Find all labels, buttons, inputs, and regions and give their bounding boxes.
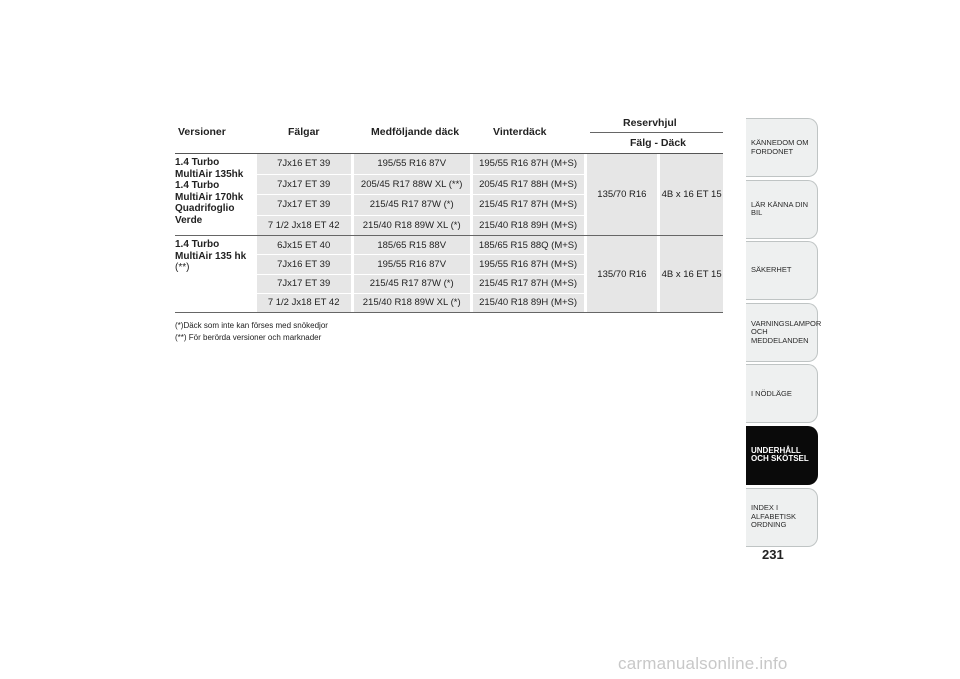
falg-column	[257, 236, 351, 312]
header-falg-dack: Fälg - Däck	[630, 137, 687, 149]
tire-table	[175, 113, 723, 313]
header-falgar: Fälgar	[288, 126, 320, 138]
supplied-tire-cell: 215/40 R18 89W XL (*)	[362, 219, 461, 231]
chapter-tabs	[746, 118, 822, 549]
header-medfoljande: Medföljande däck	[371, 126, 460, 138]
version-note: (**)	[175, 262, 190, 273]
winter-tire-column	[473, 154, 584, 235]
supplied-tire-cell: 215/40 R18 89W XL (*)	[362, 297, 461, 309]
chapter-tab[interactable]	[746, 364, 818, 423]
winter-tire-cell: 215/40 R18 89H (M+S)	[479, 297, 578, 309]
falg-cell: 6Jx15 ET 40	[257, 236, 351, 255]
chapter-tab-label: I NÖDLÄGE	[751, 388, 792, 398]
falg-cell: 7 1/2 Jx18 ET 42	[267, 219, 340, 231]
winter-tire-cell: 215/45 R17 87H (M+S)	[473, 195, 584, 216]
chapter-tab[interactable]	[746, 426, 818, 485]
supplied-tire-cell: 185/65 R15 88V	[354, 236, 470, 255]
table-row-group	[175, 154, 723, 236]
winter-tire-cell: 215/45 R17 87H (M+S)	[473, 275, 584, 294]
falg-cell: 7Jx17 ET 39	[257, 275, 351, 294]
page-number: 231	[762, 547, 784, 562]
falg-cell: 7Jx16 ET 39	[257, 255, 351, 274]
supplied-tire-column	[354, 154, 470, 235]
falg-cell: 7Jx16 ET 39	[257, 154, 351, 175]
chapter-tab[interactable]	[746, 118, 818, 177]
table-row-group	[175, 236, 723, 313]
supplied-tire-cell: 195/55 R16 87V	[354, 154, 470, 175]
version-cell	[175, 154, 254, 235]
spare-tire-cell: 135/70 R16	[587, 154, 658, 235]
chapter-tab-label: LÄR KÄNNA DIN BIL	[751, 199, 809, 218]
chapter-tab-label: KÄNNEDOM OM FORDONET	[751, 138, 809, 156]
watermark: carmanualsonline.info	[618, 654, 788, 673]
supplied-tire-cell: 215/45 R17 87W (*)	[354, 195, 470, 216]
falg-cell: 7 1/2 Jx18 ET 42	[267, 297, 340, 309]
footnote-1: (*)Däck som inte kan förses med snökedjor	[175, 321, 328, 330]
supplied-tire-cell: 205/45 R17 88W XL (**)	[354, 175, 470, 196]
chapter-tab[interactable]	[746, 180, 818, 239]
header-versioner: Versioner	[178, 126, 226, 138]
footnotes	[175, 320, 328, 344]
winter-tire-cell: 215/40 R18 89H (M+S)	[479, 219, 578, 231]
chapter-tab-label: UNDERHÅLL OCH SKÖTSEL	[751, 445, 809, 464]
winter-tire-column	[473, 236, 584, 312]
table-body	[175, 154, 723, 313]
table-header	[175, 113, 723, 154]
header-vinterdack: Vinterdäck	[493, 126, 547, 138]
chapter-tab-label: SÄKERHET	[751, 265, 792, 275]
supplied-tire-cell: 215/45 R17 87W (*)	[354, 275, 470, 294]
chapter-tab[interactable]	[746, 303, 822, 362]
supplied-tire-column	[354, 236, 470, 312]
falg-cell: 7Jx17 ET 39	[257, 175, 351, 196]
winter-tire-cell: 205/45 R17 88H (M+S)	[473, 175, 584, 196]
header-divider	[590, 132, 723, 133]
version-label: 1.4 Turbo MultiAir 135hk 1.4 Turbo MultiAir 170hk Quadrifoglio Verde	[175, 157, 244, 226]
supplied-tire-cell: 195/55 R16 87V	[354, 255, 470, 274]
winter-tire-cell: 195/55 R16 87H (M+S)	[473, 255, 584, 274]
chapter-tab-label: INDEX I ALFABETISK ORDNING	[751, 503, 797, 530]
spare-rim-cell: 4B x 16 ET 15	[660, 154, 723, 235]
falg-cell: 7Jx17 ET 39	[257, 195, 351, 216]
winter-tire-cell: 185/65 R15 88Q (M+S)	[473, 236, 584, 255]
winter-tire-cell: 195/55 R16 87H (M+S)	[473, 154, 584, 175]
header-reservhjul: Reservhjul	[623, 117, 677, 129]
spare-rim-cell: 4B x 16 ET 15	[660, 236, 723, 312]
chapter-tab[interactable]	[746, 241, 818, 300]
falg-column	[257, 154, 351, 235]
chapter-tab-label: VARNINGSLAMPOR OCH MEDDELANDEN	[751, 318, 822, 345]
version-cell	[175, 236, 254, 312]
footnote-2: (**) För berörda versioner och marknader	[175, 333, 322, 342]
version-label: 1.4 Turbo MultiAir 135 hk	[175, 239, 247, 262]
chapter-tab[interactable]	[746, 488, 818, 547]
spare-tire-cell: 135/70 R16	[587, 236, 658, 312]
